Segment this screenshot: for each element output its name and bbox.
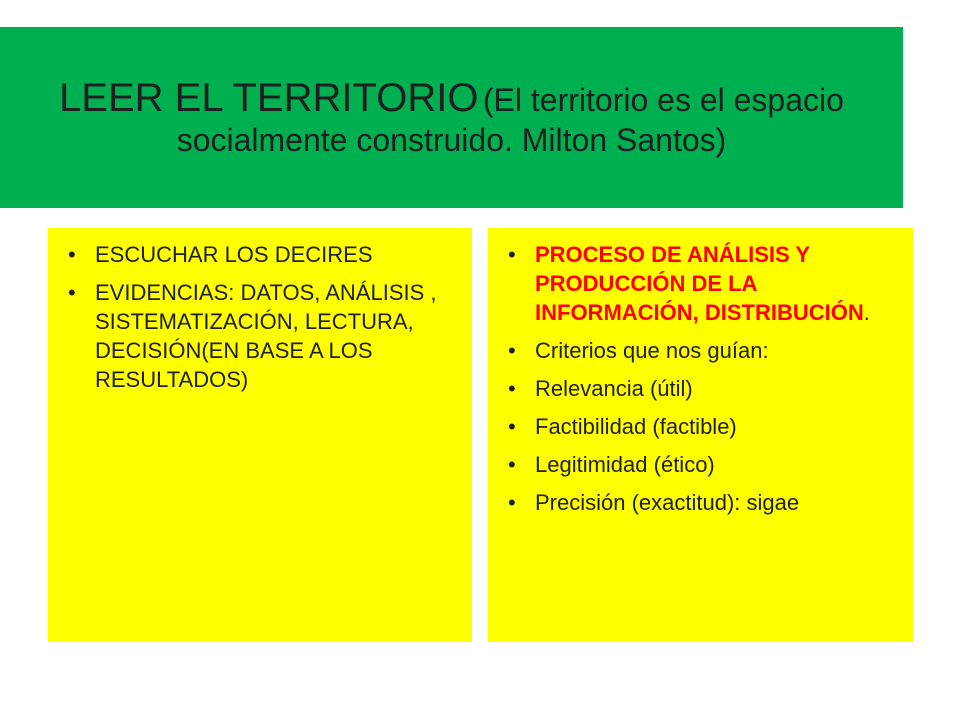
- bullet-icon: •: [68, 242, 76, 267]
- list-item-text: Precisión (exactitud): sigae: [535, 490, 800, 515]
- bullet-icon: •: [508, 414, 516, 439]
- left-panel: [48, 228, 472, 642]
- list-item-text: EVIDENCIAS: DATOS, ANÁLISIS , SISTEMATIZACIÓN, LECTURA, DECISIÓN(EN BASE A LOS RESULTADOS): [95, 280, 437, 392]
- list-item-text: ESCUCHAR LOS DECIRES: [95, 242, 373, 267]
- bullet-icon: •: [508, 242, 516, 267]
- list-item-text: Factibilidad (factible): [535, 414, 737, 439]
- list-item-text: Relevancia (útil): [535, 376, 693, 401]
- list-item-text: Legitimidad (ético): [535, 452, 715, 477]
- title-subtitle: (El territorio es el espacio socialmente construido. Milton Santos): [176, 82, 844, 159]
- highlight-suffix: .: [863, 300, 870, 325]
- bullet-icon: •: [68, 280, 76, 305]
- list-item: [508, 412, 903, 441]
- bullet-icon: •: [508, 338, 516, 363]
- slide-title: [40, 75, 863, 160]
- list-item: [68, 240, 450, 269]
- left-bullet-list: [68, 240, 450, 394]
- bullet-icon: •: [508, 490, 516, 515]
- list-item: [508, 336, 903, 365]
- title-main: LEER EL TERRITORIO: [59, 76, 479, 121]
- bullet-icon: •: [508, 452, 516, 477]
- list-item-highlight: [508, 240, 903, 327]
- title-banner: [0, 27, 903, 208]
- list-item: [508, 450, 903, 479]
- highlight-text: PROCESO DE ANÁLISIS Y PRODUCCIÓN DE LA INFORMACIÓN, DISTRIBUCIÓN: [535, 242, 864, 325]
- list-item-text: Criterios que nos guían:: [535, 338, 769, 363]
- bullet-icon: •: [508, 376, 516, 401]
- list-item: [508, 488, 903, 517]
- right-panel: [488, 228, 913, 642]
- list-item: [68, 278, 450, 394]
- list-item: [508, 374, 903, 403]
- right-bullet-list: [508, 240, 903, 517]
